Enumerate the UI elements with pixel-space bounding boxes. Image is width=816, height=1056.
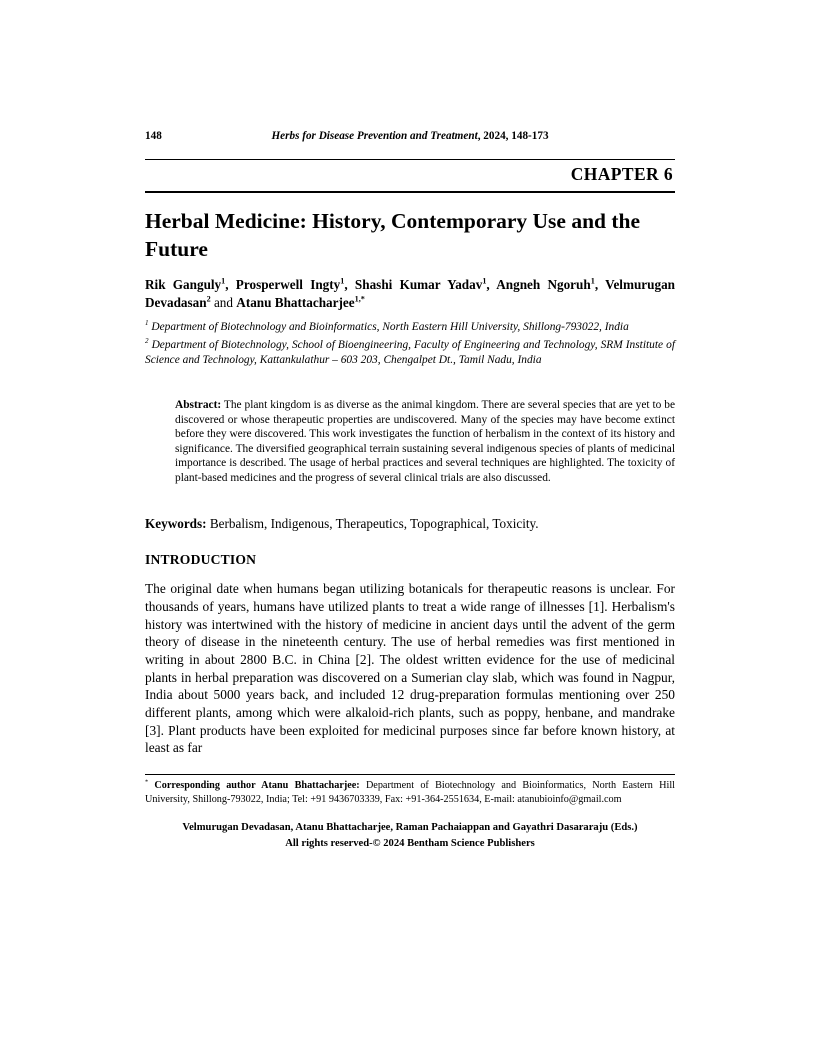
affiliation-2-text: Department of Biotechnology, School of Bioengineering, Faculty of Engineering and Technology, SRM Institute of Science and Technology, Kattankulathur – 603 203, Chengalpet Dt., Tamil Nadu, India	[145, 339, 675, 367]
running-head	[145, 130, 675, 146]
affiliation-1-marker: 1	[145, 319, 149, 328]
keywords-line	[145, 516, 675, 532]
footer-editors-line: Velmurugan Devadasan, Atanu Bhattacharjee, Raman Pachaiappan and Gayathri Dasararaju (Eds.)	[182, 822, 638, 834]
keywords-label: Keywords:	[145, 516, 207, 532]
authors-line: Rik Ganguly$^1$, Prosperwell Ingty$^1$, Shashi Kumar Yadav$^1$, Angneh Ngoruh$^1$, Velmurugan Devadasan$^2$ and Atanu Bhattacharjee$^{1,*}$	[145, 276, 675, 311]
keywords-text: Berbalism, Indigenous, Therapeutics, Topographical, Toxicity.	[206, 516, 539, 532]
affiliation-2	[145, 338, 675, 368]
footer-rights-line: All rights reserved-© 2024 Bentham Science Publishers	[285, 838, 535, 850]
page-footer	[145, 820, 675, 852]
affiliation-list	[145, 320, 675, 368]
chapter-label: CHAPTER 6	[570, 164, 673, 184]
corresponding-author-footnote: * Corresponding author Atanu Bhattacharjee: Department of Biotechnology and Bioinformatics, North Eastern Hill University, Shillong-793022, India; Tel: +91 9436703339, Fax: +91-364-2551634, E-mail: atanubioinfo@gmail.com	[145, 774, 675, 806]
chapter-band	[145, 159, 675, 193]
introduction-paragraph: The original date when humans began utilizing botanicals for therapeutic reasons is unclear. For thousands of years, humans have utilized plants to treat a wide range of illnesses [1]. Herbalism's history was intertwined with the history of medicine in ancient days until the advent of the germ theory of disease in the nineteenth century. The use of herbal remedies was first mentioned in writing in about 2800 B.C. in China [2]. The oldest written evidence for the use of medicinal plants in herbal preparation was discovered on a Sumerian clay slab, which was found in Nagpur, India about 5000 years back, and included 12 drug-preparation formulas mentioning over 250 different plants, among which were alkaloid-rich plants, such as poppy, henbane, and mandrake [3]. Plant products have been exploited for medicinal purposes since far before known history, at least as far	[145, 581, 675, 756]
page-number: 148	[145, 130, 162, 142]
affiliation-1-text: Department of Biotechnology and Bioinformatics, North Eastern Hill University, Shillong-793022, India	[148, 321, 629, 334]
affiliation-1	[145, 320, 675, 335]
affiliation-2-marker: 2	[145, 337, 149, 346]
running-title: Herbs for Disease Prevention and Treatment, 2024, 148-173	[271, 130, 549, 142]
introduction-heading: INTRODUCTION	[145, 552, 257, 568]
chapter-title: Herbal Medicine: History, Contemporary Use and the Future	[145, 209, 641, 262]
abstract-paragraph: Abstract: The plant kingdom is as diverse as the animal kingdom. There are several species that are yet to be discovered or whose therapeutic properties are undiscovered. Many of the species may have become extinct before they were discovered. This work investigates the function of herbalism in the context of its history and significance. The diversified geographical terrain sustaining several indigenous species of plants of medicinal importance is described. The usage of herbal practices and several techniques are highlighted. The toxicity of plant-based medicines and the progress of several clinical trials are also discussed.	[175, 399, 675, 484]
